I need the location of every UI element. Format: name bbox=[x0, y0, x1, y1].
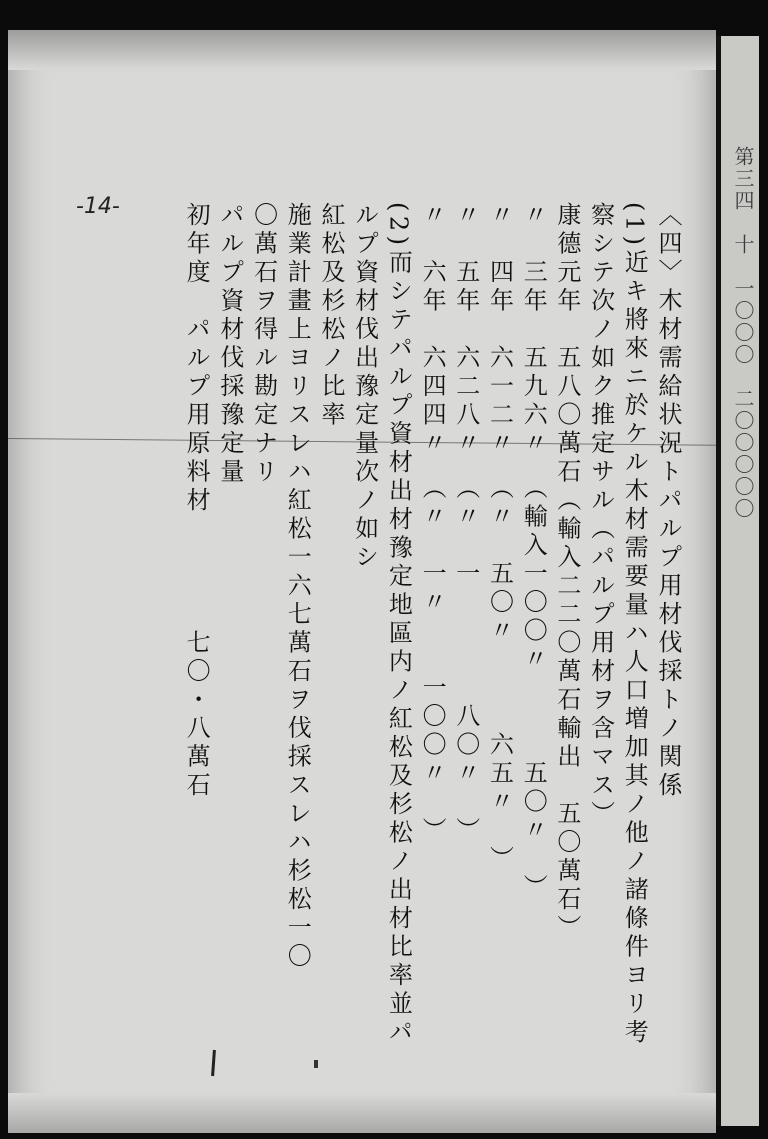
text-line: パルプ資材伐採豫定量 bbox=[215, 202, 244, 487]
adjacent-page-edge bbox=[716, 36, 759, 1126]
text-line: 察シテ次ノ如ク推定サル（パルプ用材ヲ含マス） bbox=[586, 202, 615, 829]
text-line: 〇萬石ヲ得ル勘定ナリ bbox=[249, 202, 278, 487]
text-line: (2)而シテパルプ資材出材豫定地區内ノ紅松及杉松ノ出材比率並パ bbox=[384, 202, 413, 1048]
body-text bbox=[134, 202, 684, 1052]
text-line: 〃 三年 五九六〃 （輸入一〇〇〃 五〇〃 ） bbox=[519, 202, 548, 903]
text-line: 〃 五年 六二八〃 （〃 一 八〇〃 ） bbox=[451, 202, 480, 846]
text-line: 紅松及杉松ノ比率 bbox=[316, 202, 345, 430]
text-line: 初年度 パルプ用原料材 七〇・八萬石 bbox=[182, 202, 211, 801]
text-line: ルプ資材伐出豫定量次ノ如シ bbox=[350, 202, 379, 573]
text-line: (1)近キ將來ニ於ケル木材需要量ハ人口増加其ノ他ノ諸條件ヨリ考 bbox=[620, 202, 649, 1048]
pen-mark bbox=[39, 1094, 51, 1105]
adjacent-page-text: 第三四 十 一〇〇〇 二〇〇〇〇〇 bbox=[731, 146, 755, 520]
text-line: 〃 六年 六四四〃 （〃 一〃 一〇〇〃 ） bbox=[418, 202, 447, 846]
page-number: -14- bbox=[76, 194, 120, 219]
document-page bbox=[8, 30, 716, 1133]
text-line: 康德元年 五八〇萬石（輸入二二〇萬石輸出 五〇萬石） bbox=[552, 202, 581, 943]
pen-mark bbox=[314, 1060, 318, 1068]
pen-mark bbox=[211, 1050, 216, 1076]
text-line: 〃 四年 六一二〃 （〃 五〇〃 六五〃 ） bbox=[485, 202, 514, 874]
text-line: 施業計畫上ヨリスレハ紅松一六七萬石ヲ伐採スレハ杉松一〇 bbox=[283, 202, 312, 972]
text-line: 〈四〉木材需給状況トパルプ用材伐採トノ関係 bbox=[654, 202, 682, 801]
